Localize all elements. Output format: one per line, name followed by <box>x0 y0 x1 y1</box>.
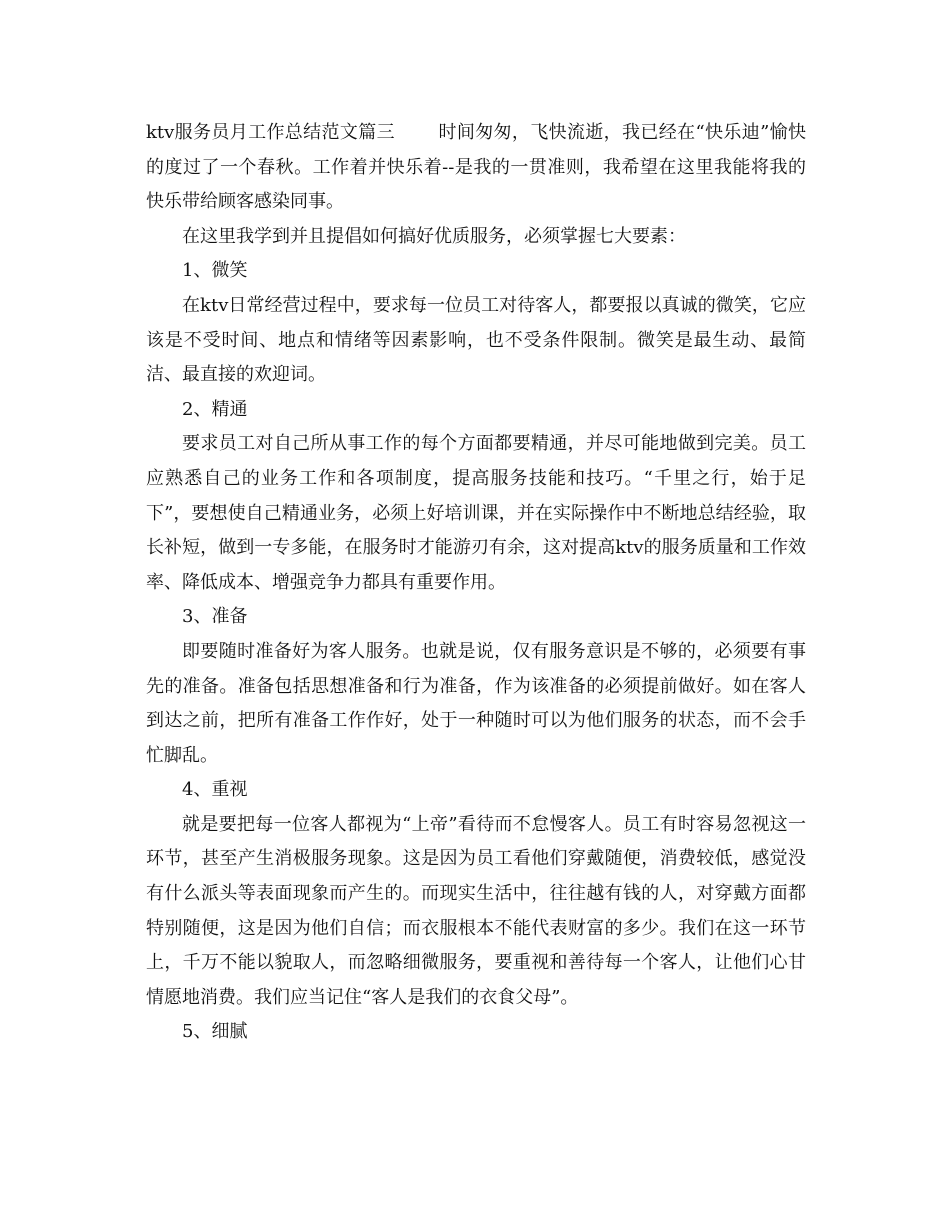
intro-text: 时间匆匆，飞快流逝，我已经在“快乐迪”愉快的度过了一个春秋。工作着并快乐着--是我的一贯准则，我希望在这里我能将我的快乐带给顾客感染同事。 <box>146 122 806 213</box>
lead-paragraph: 在这里我学到并且提倡如何搞好优质服务，必须掌握七大要素： <box>182 225 686 247</box>
section-heading-meticulous: 5、细腻 <box>182 1021 248 1043</box>
document-title: ktv服务员月工作总结范文篇三 <box>146 122 395 143</box>
section-heading-smile: 1、微笑 <box>182 260 248 282</box>
section-heading-attention: 4、重视 <box>182 779 248 801</box>
section-body-preparation: 即要随时准备好为客人服务。也就是说，仅有服务意识是不够的，必须要有事先的准备。准备包括思想准备和行为准备，作为该准备的必须提前做好。如在客人到达之前，把所有准备工作作好，处于一种随时可以为他们服务的状态，而不会手忙脚乱。 <box>146 640 806 766</box>
section-body-attention: 就是要把每一位客人都视为“上帝”看待而不怠慢客人。员工有时容易忽视这一环节，甚至产生消极服务现象。这是因为员工看他们穿戴随便，消费较低，感觉没有什么派头等表面现象而产生的。而现实生活中，往往越有钱的人，对穿戴方面都特别随便，这是因为他们自信；而衣服根本不能代表财富的多少。我们在这一环节上，千万不能以貌取人，而忽略细微服务，要重视和善待每一个客人，让他们心甘情愿地消费。我们应当记住“客人是我们的衣食父母”。 <box>146 813 806 1008</box>
section-heading-proficiency: 2、精通 <box>182 398 248 420</box>
document-text <box>146 116 806 1050</box>
opening-paragraph <box>146 116 806 220</box>
section-body-smile: 在ktv日常经营过程中，要求每一位员工对待客人，都要报以真诚的微笑，它应该是不受时间、地点和情绪等因素影响，也不受条件限制。微笑是最生动、最简洁、最直接的欢迎词。 <box>146 294 806 386</box>
section-body-proficiency: 要求员工对自己所从事工作的每个方面都要精通，并尽可能地做到完美。员工应熟悉自己的业务工作和各项制度，提高服务技能和技巧。“千里之行，始于足下”，要想使自己精通业务，必须上好培训课，并在实际操作中不断地总结经验，取长补短，做到一专多能，在服务时才能游刃有余，这对提高ktv的服务质量和工作效率、降低成本、增强竞争力都具有重要作用。 <box>146 433 806 593</box>
section-heading-preparation: 3、准备 <box>182 606 248 628</box>
